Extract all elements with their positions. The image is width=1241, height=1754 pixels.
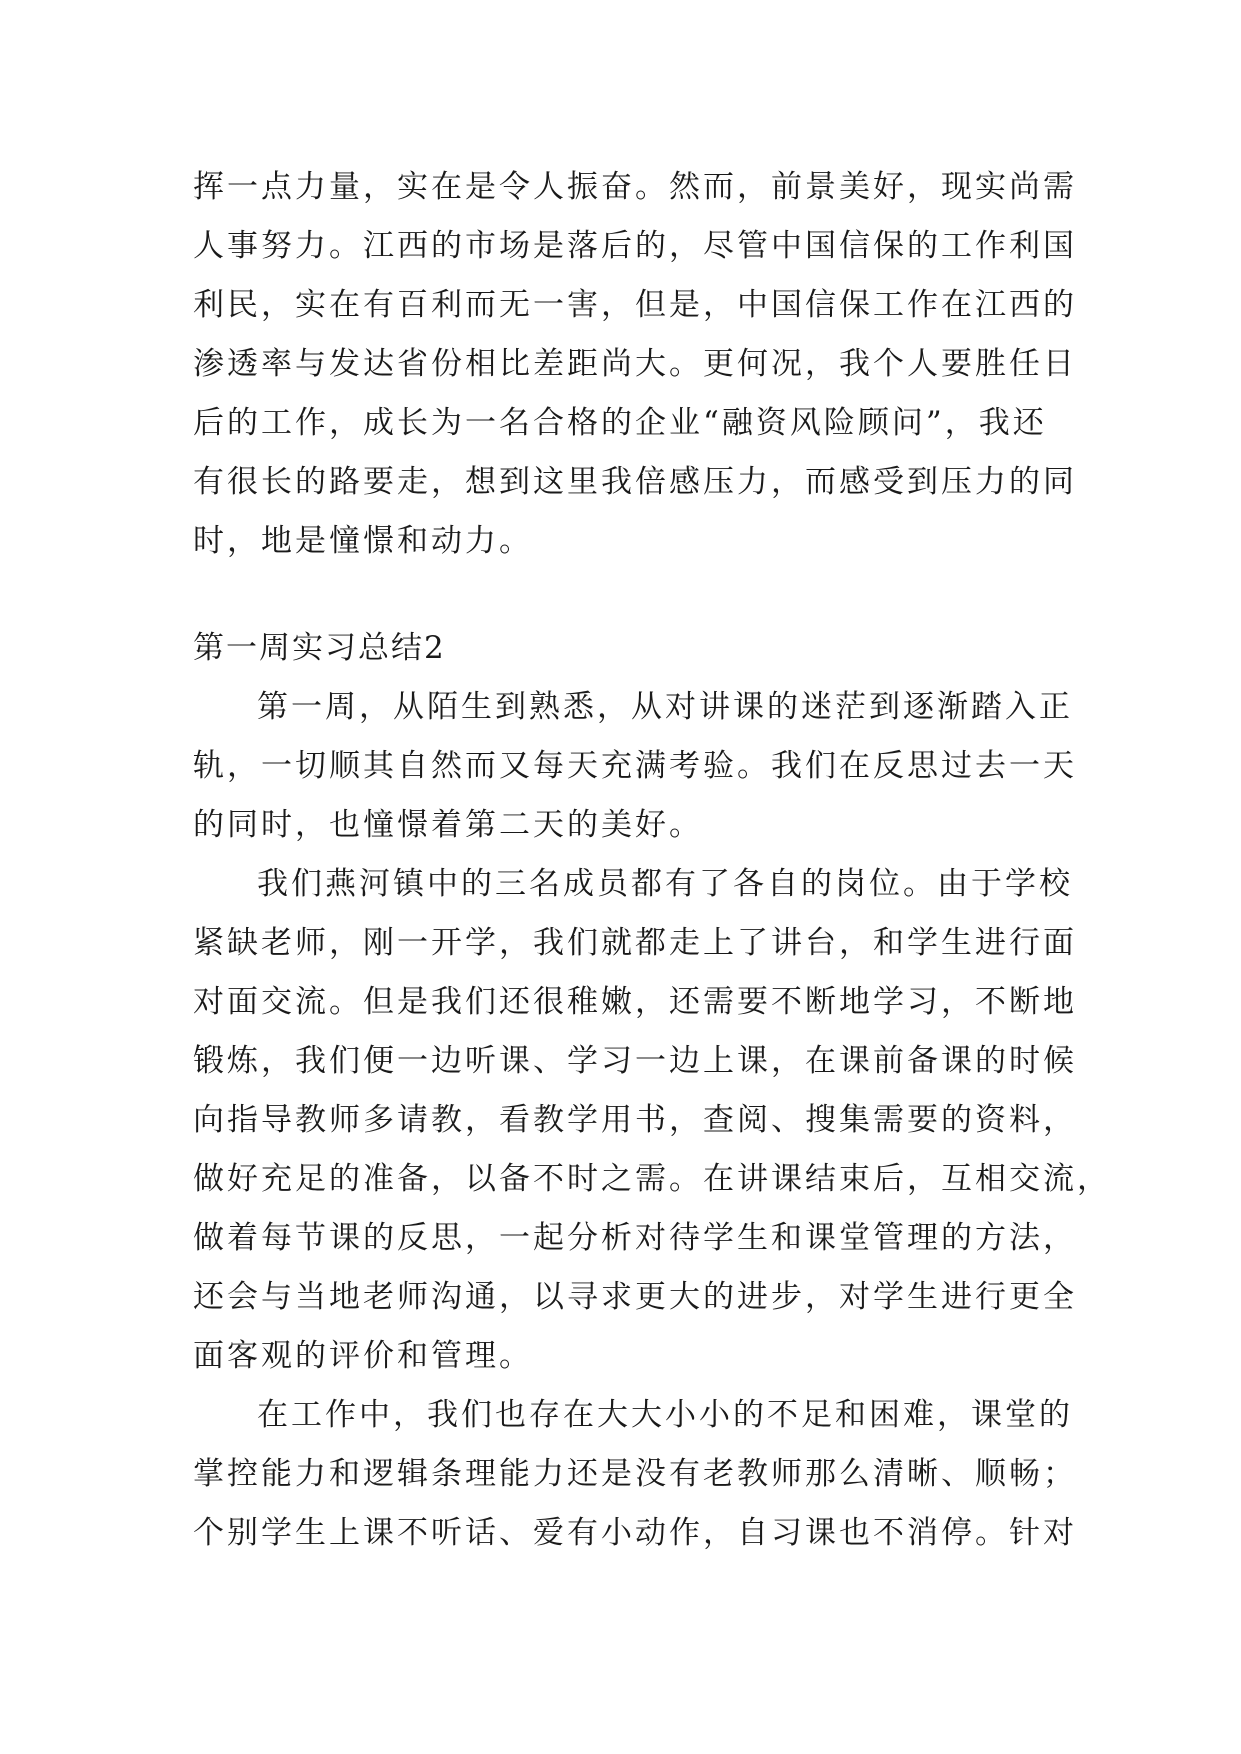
paragraph-line: 在工作中，我们也存在大大小小的不足和困难，课堂的	[257, 1397, 1073, 1433]
paragraph-line: 向指导教师多请教，看教学用书，查阅、搜集需要的资料，	[193, 1102, 1077, 1138]
paragraph-line: 挥一点力量，实在是令人振奋。然而，前景美好，现实尚需	[193, 169, 1077, 205]
paragraph-line: 对面交流。但是我们还很稚嫩，还需要不断地学习，不断地	[193, 984, 1077, 1020]
paragraph-line: 做好充足的准备，以备不时之需。在讲课结束后，互相交流，	[193, 1161, 1111, 1197]
paragraph-line: 人事努力。江西的市场是落后的，尽管中国信保的工作利国	[193, 228, 1077, 264]
paragraph-line: 紧缺老师，刚一开学，我们就都走上了讲台，和学生进行面	[193, 925, 1077, 961]
paragraph-line: 渗透率与发达省份相比差距尚大。更何况，我个人要胜任日	[193, 346, 1077, 382]
paragraph-line: 我们燕河镇中的三名成员都有了各自的岗位。由于学校	[257, 866, 1073, 902]
paragraph-line: 第一周，从陌生到熟悉，从对讲课的迷茫到逐渐踏入正	[257, 689, 1073, 725]
paragraph-line: 利民，实在有百利而无一害，但是，中国信保工作在江西的	[193, 287, 1077, 323]
paragraph-2	[193, 678, 1077, 855]
section-spacer	[193, 571, 1053, 619]
paragraph-line: 时，地是憧憬和动力。	[193, 523, 533, 559]
paragraph-line: 面客观的评价和管理。	[193, 1338, 533, 1374]
paragraph-line: 个别学生上课不听话、爱有小动作，自习课也不消停。针对	[193, 1515, 1077, 1551]
document-body	[193, 158, 1111, 1563]
paragraph-4	[193, 1386, 1077, 1563]
paragraph-line: 掌控能力和逻辑条理能力还是没有老教师那么清晰、顺畅；	[193, 1456, 1077, 1492]
paragraph-3	[193, 855, 1111, 1386]
paragraph-line: 有很长的路要走，想到这里我倍感压力，而感受到压力的同	[193, 464, 1077, 500]
paragraph-line: 还会与当地老师沟通，以寻求更大的进步，对学生进行更全	[193, 1279, 1077, 1315]
paragraph-1	[193, 158, 1077, 571]
section-heading: 第一周实习总结2	[193, 630, 446, 666]
paragraph-line: 的同时，也憧憬着第二天的美好。	[193, 807, 703, 843]
paragraph-line: 轨，一切顺其自然而又每天充满考验。我们在反思过去一天	[193, 748, 1077, 784]
paragraph-line: 锻炼，我们便一边听课、学习一边上课，在课前备课的时候	[193, 1043, 1077, 1079]
paragraph-line: 做着每节课的反思，一起分析对待学生和课堂管理的方法，	[193, 1220, 1077, 1256]
paragraph-line: 后的工作，成长为一名合格的企业“融资风险顾问”，我还	[193, 405, 1047, 441]
